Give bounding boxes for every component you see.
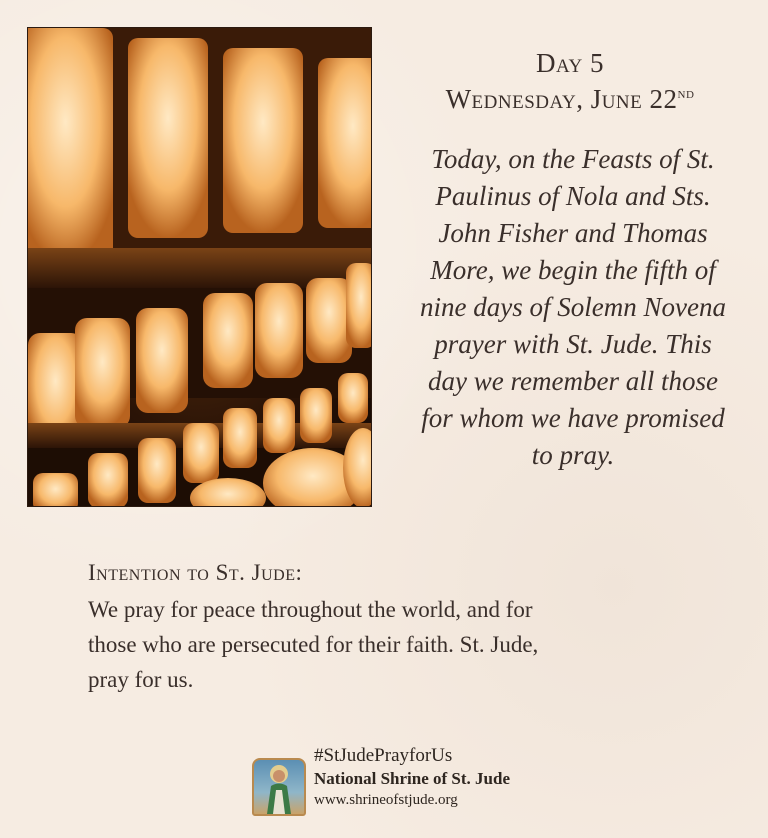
intention-line: pray for us. xyxy=(88,667,194,692)
body-line: Paulinus of Nola and Sts. xyxy=(435,181,711,211)
body-line: for whom we have promised xyxy=(421,403,725,433)
body-line: day we remember all those xyxy=(428,366,718,396)
shrine-name: National Shrine of St. Jude xyxy=(314,769,510,788)
candles-photo xyxy=(27,27,372,507)
date-label xyxy=(390,84,750,115)
body-line: to pray. xyxy=(531,440,615,470)
body-line: nine days of Solemn Novena xyxy=(420,292,726,322)
date-main: Wednesday, June 22 xyxy=(445,84,678,114)
body-line: Today, on the Feasts of St. xyxy=(431,144,715,174)
intention-line: those who are persecuted for their faith. St. Jude, xyxy=(88,632,539,657)
body-line: John Fisher and Thomas xyxy=(438,218,708,248)
body-line: prayer with St. Jude. This xyxy=(434,329,712,359)
footer xyxy=(252,728,552,818)
novena-description xyxy=(392,141,754,474)
st-jude-logo-icon xyxy=(252,758,306,816)
body-line: More, we begin the fifth of xyxy=(430,255,716,285)
website-url[interactable]: www.shrineofstjude.org xyxy=(314,792,458,808)
intention-heading: Intention to St. Jude: xyxy=(88,560,303,585)
hashtag: #StJudePrayforUs xyxy=(314,745,453,766)
date-suffix: nd xyxy=(677,86,695,102)
intention-line: We pray for peace throughout the world, and for xyxy=(88,597,533,622)
day-label: Day 5 xyxy=(536,48,604,78)
intention-text xyxy=(88,592,708,697)
